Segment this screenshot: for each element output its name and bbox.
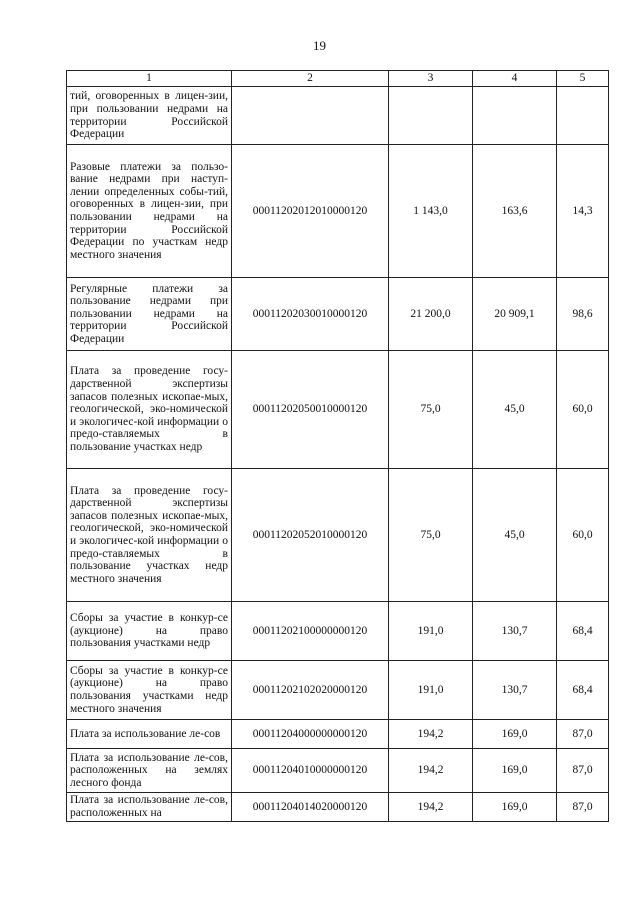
row-plan: 1 143,0: [389, 145, 473, 278]
row-fact: [473, 87, 557, 145]
table-row: [67, 793, 609, 822]
row-percent: 60,0: [557, 351, 609, 469]
row-code: 00011204010000000120: [232, 749, 389, 793]
row-name: Сборы за участие в конкур-се (аукционе) на право пользования участками недр: [67, 602, 232, 661]
row-name: Плата за проведение госу-дарственной экспертизы запасов полезных ископае-мых, геологической, эко-номической и экологичес-кой информации о предо-ставляемых в пользование участках недр местного значения: [67, 469, 232, 602]
budget-table: [66, 70, 609, 822]
row-percent: 14,3: [557, 145, 609, 278]
row-fact: 20 909,1: [473, 278, 557, 351]
row-plan: 21 200,0: [389, 278, 473, 351]
table-row: [67, 87, 609, 145]
row-code: 00011202012010000120: [232, 145, 389, 278]
row-fact: 169,0: [473, 793, 557, 822]
row-plan: 191,0: [389, 661, 473, 720]
row-plan: [389, 87, 473, 145]
row-name: Плата за использование ле-сов, расположенных на: [67, 793, 232, 822]
row-plan: 75,0: [389, 469, 473, 602]
row-code: 00011202030010000120: [232, 278, 389, 351]
row-fact: 45,0: [473, 351, 557, 469]
column-header-5: 5: [557, 71, 609, 87]
table-header-row: [67, 71, 609, 87]
row-code: 00011202102020000120: [232, 661, 389, 720]
row-plan: 194,2: [389, 720, 473, 749]
row-percent: [557, 87, 609, 145]
row-name: Плата за использование ле-сов: [67, 720, 232, 749]
row-code: 00011204014020000120: [232, 793, 389, 822]
row-percent: 87,0: [557, 793, 609, 822]
row-fact: 45,0: [473, 469, 557, 602]
row-percent: 87,0: [557, 720, 609, 749]
row-fact: 169,0: [473, 720, 557, 749]
column-header-3: 3: [389, 71, 473, 87]
table-row: [67, 145, 609, 278]
table-row: [67, 661, 609, 720]
row-fact: 130,7: [473, 602, 557, 661]
column-header-4: 4: [473, 71, 557, 87]
row-percent: 68,4: [557, 602, 609, 661]
row-name: Регулярные платежи за пользование недрами при пользовании недрами на территории Российской Федерации: [67, 278, 232, 351]
row-percent: 87,0: [557, 749, 609, 793]
table-row: [67, 720, 609, 749]
row-code: 00011202050010000120: [232, 351, 389, 469]
row-plan: 194,2: [389, 749, 473, 793]
row-code: [232, 87, 389, 145]
row-percent: 68,4: [557, 661, 609, 720]
row-name: Плата за использование ле-сов, расположенных на землях лесного фонда: [67, 749, 232, 793]
table-row: [67, 602, 609, 661]
row-percent: 60,0: [557, 469, 609, 602]
table-row: [67, 469, 609, 602]
column-header-1: 1: [67, 71, 232, 87]
table-row: [67, 351, 609, 469]
row-name: тий, оговоренных в лицен-зии, при пользовании недрами на территории Российской Федерации: [67, 87, 232, 145]
row-name: Сборы за участие в конкур-се (аукционе) на право пользования участками недр местного значения: [67, 661, 232, 720]
row-fact: 169,0: [473, 749, 557, 793]
row-percent: 98,6: [557, 278, 609, 351]
row-code: 00011202100000000120: [232, 602, 389, 661]
table-row: [67, 749, 609, 793]
row-fact: 163,6: [473, 145, 557, 278]
row-code: 00011202052010000120: [232, 469, 389, 602]
table-row: [67, 278, 609, 351]
row-plan: 194,2: [389, 793, 473, 822]
row-fact: 130,7: [473, 661, 557, 720]
page-number: 19: [313, 38, 326, 53]
row-code: 00011204000000000120: [232, 720, 389, 749]
row-plan: 191,0: [389, 602, 473, 661]
row-plan: 75,0: [389, 351, 473, 469]
column-header-2: 2: [232, 71, 389, 87]
row-name: Плата за проведение госу-дарственной экспертизы запасов полезных ископае-мых, геологической, эко-номической и экологичес-кой информации о предо-ставляемых в пользование участках недр: [67, 351, 232, 469]
row-name: Разовые платежи за пользо-вание недрами при наступ-лении определенных собы-тий, оговоренных в лицен-зии, при пользовании недрами на территории Российской Федерации по участкам недр местного значения: [67, 145, 232, 278]
